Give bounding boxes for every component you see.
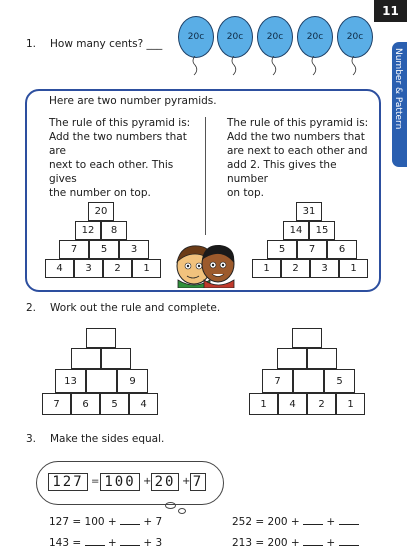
equals-sign: = [91, 476, 100, 487]
pyramid-brick: 1 [132, 259, 161, 278]
pyramid-brick: 12 [75, 221, 101, 240]
answer-brick[interactable] [86, 328, 116, 348]
answer-blank[interactable] [85, 535, 105, 546]
rule-line: The rule of this pyramid is: [49, 117, 191, 129]
pyramid-brick: 1 [336, 393, 365, 415]
pyramid-brick: 9 [117, 369, 148, 393]
q2-question: Work out the rule and complete. [50, 302, 221, 314]
pyramid-brick: 7 [297, 240, 327, 259]
pyramid-brick: 3 [119, 240, 149, 259]
equation-text: + 3 [143, 537, 163, 549]
digit-box: 127 [48, 473, 88, 491]
pyramid-brick: 5 [324, 369, 355, 393]
equation-text: + [107, 537, 117, 549]
pyramid-brick: 14 [283, 221, 309, 240]
equation-text: + 7 [143, 516, 163, 528]
answer-blank[interactable] [120, 514, 140, 525]
pyramid-brick: 6 [71, 393, 100, 415]
info-title: Here are two number pyramids. [49, 95, 217, 107]
equation-3 [232, 514, 359, 529]
answer-brick[interactable] [71, 348, 101, 369]
pyramid-brick: 2 [281, 259, 310, 278]
equation-text: 127 = 100 + [49, 516, 117, 528]
equation-text: + [326, 516, 336, 528]
pyramid-brick: 13 [55, 369, 86, 393]
pyramid-brick: 20 [88, 202, 114, 221]
answer-blank[interactable] [303, 535, 323, 546]
balloon [178, 16, 212, 56]
pyramid-brick: 4 [129, 393, 158, 415]
digit-box: 100 [100, 473, 140, 491]
answer-brick[interactable] [307, 348, 337, 369]
pyramid-brick: 1 [249, 393, 278, 415]
pyramid-brick: 8 [101, 221, 127, 240]
q1-number: 1. [26, 38, 37, 50]
answer-brick[interactable] [293, 369, 324, 393]
rule-line: Add the two numbers that [227, 131, 365, 143]
rule-line: next to each other. This gives [49, 159, 174, 185]
pyramid-brick: 15 [309, 221, 335, 240]
pyramid-brick: 5 [89, 240, 119, 259]
answer-brick[interactable] [292, 328, 322, 348]
balloon-label: 20c [297, 16, 333, 58]
pyramid-brick: 1 [252, 259, 281, 278]
pyramid-brick: 2 [103, 259, 132, 278]
section-tab [392, 42, 407, 167]
q3-question: Make the sides equal. [50, 433, 165, 445]
rule-line: Add the two numbers that are [49, 131, 187, 157]
pyramid-brick: 1 [339, 259, 368, 278]
right-rule [227, 116, 377, 200]
balloon-strings [178, 56, 378, 80]
q1-question: How many cents? ___ [50, 38, 163, 50]
equation-1 [49, 514, 162, 529]
balloon [257, 16, 291, 56]
children-illustration [172, 240, 238, 288]
answer-brick[interactable] [277, 348, 307, 369]
cloud-bubble [178, 508, 186, 514]
page-number: 11 [374, 0, 407, 22]
pyramid-brick: 4 [45, 259, 74, 278]
answer-brick[interactable] [86, 369, 117, 393]
plus-sign: + [182, 476, 191, 487]
divider [205, 117, 206, 235]
plus-sign: + [143, 476, 152, 487]
left-rule [49, 116, 199, 200]
digit-box: 20 [151, 473, 179, 491]
rule-line: the number on top. [49, 187, 151, 199]
pyramid-brick: 7 [42, 393, 71, 415]
pyramid-brick: 31 [296, 202, 322, 221]
pyramid-brick: 7 [59, 240, 89, 259]
pyramid-brick: 3 [74, 259, 103, 278]
equation-text: 252 = 200 + [232, 516, 300, 528]
answer-blank[interactable] [339, 535, 359, 546]
pyramid-brick: 7 [262, 369, 293, 393]
answer-blank[interactable] [339, 514, 359, 525]
pyramid-brick: 2 [307, 393, 336, 415]
q3-number: 3. [26, 433, 37, 445]
q2-number: 2. [26, 302, 37, 314]
equation-text: + [326, 537, 336, 549]
balloon [217, 16, 251, 56]
answer-blank[interactable] [120, 535, 140, 546]
digit-box: 7 [190, 473, 206, 491]
pyramid-brick: 5 [267, 240, 297, 259]
balloon [297, 16, 331, 56]
rule-line: add 2. This gives the number [227, 159, 337, 185]
balloon-label: 20c [337, 16, 373, 58]
rule-line: on top. [227, 187, 264, 199]
rule-line: The rule of this pyramid is: [227, 117, 369, 129]
balloon-label: 20c [217, 16, 253, 58]
pyramid-brick: 5 [100, 393, 129, 415]
equation-text: 213 = 200 + [232, 537, 300, 549]
equation-4 [232, 535, 359, 550]
rule-line: are next to each other and [227, 145, 368, 157]
balloon-label: 20c [257, 16, 293, 58]
answer-brick[interactable] [101, 348, 131, 369]
cloud-bubble [165, 502, 176, 509]
pyramid-brick: 6 [327, 240, 357, 259]
pyramid-brick: 3 [310, 259, 339, 278]
equation-text: 143 = [49, 537, 82, 549]
pyramid-brick: 4 [278, 393, 307, 415]
balloon [337, 16, 371, 56]
section-tab-label: Number & Pattern [393, 48, 403, 130]
equation-2 [49, 535, 162, 550]
answer-blank[interactable] [303, 514, 323, 525]
balloon-label: 20c [178, 16, 214, 58]
